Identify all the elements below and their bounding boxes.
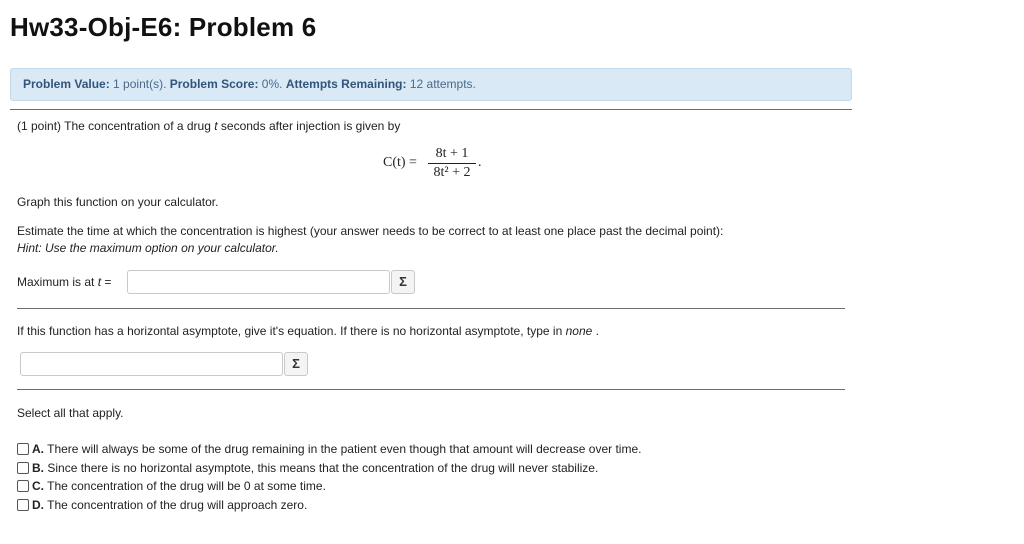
choice-c-checkbox[interactable] <box>17 480 29 492</box>
page-title: Hw33-Obj-E6: Problem 6 <box>10 12 317 42</box>
attempts-remaining-label: Attempts Remaining: <box>285 77 407 91</box>
divider-bottom <box>17 389 845 390</box>
formula-denominator: 8t² + 2 <box>433 165 471 180</box>
choice-c[interactable]: C. The concentration of the drug will be 0 at some time. <box>17 479 326 493</box>
asymptote-instruction: If this function has a horizontal asymptote, give it's equation. If there is no horizontal asymptote, type in none . <box>17 324 599 338</box>
divider-top <box>10 109 852 110</box>
problem-score-label: Problem Score: <box>169 77 259 91</box>
maximum-answer-input[interactable] <box>127 270 390 294</box>
graph-instruction: Graph this function on your calculator. <box>17 195 219 209</box>
choice-b[interactable]: B. Since there is no horizontal asymptote, this means that the concentration of the drug will never stabilize. <box>17 461 598 475</box>
choice-a[interactable]: A. There will always be some of the drug remaining in the patient even though that amount will decrease over time. <box>17 442 641 456</box>
divider-middle <box>17 308 845 309</box>
formula-fraction <box>428 146 476 181</box>
formula-period: . <box>478 155 482 170</box>
maximum-label: Maximum is at t = <box>17 275 112 289</box>
choice-b-checkbox[interactable] <box>17 462 29 474</box>
problem-intro: (1 point) The concentration of a drug t seconds after injection is given by <box>17 119 401 133</box>
formula-numerator: 8t + 1 <box>435 146 469 161</box>
asymptote-equation-editor-button[interactable]: Σ <box>284 352 308 376</box>
select-all-instruction: Select all that apply. <box>17 406 124 420</box>
problem-value: 1 point(s). <box>113 77 167 91</box>
choice-d-checkbox[interactable] <box>17 499 29 511</box>
asymptote-answer-input[interactable] <box>20 352 283 376</box>
problem-score: 0%. <box>261 77 283 91</box>
problem-value-label: Problem Value: <box>23 77 110 91</box>
estimate-instruction: Estimate the time at which the concentration is highest (your answer needs to be correct to at least one place past the decimal point): <box>17 224 724 238</box>
formula-lhs: C(t) = <box>383 155 417 170</box>
hint-text: Hint: Use the maximum option on your calculator. <box>17 241 279 255</box>
choice-a-checkbox[interactable] <box>17 443 29 455</box>
maximum-equation-editor-button[interactable]: Σ <box>391 270 415 294</box>
attempts-remaining: 12 attempts. <box>409 77 476 91</box>
problem-info-bar <box>10 68 852 101</box>
choice-d[interactable]: D. The concentration of the drug will approach zero. <box>17 498 307 512</box>
